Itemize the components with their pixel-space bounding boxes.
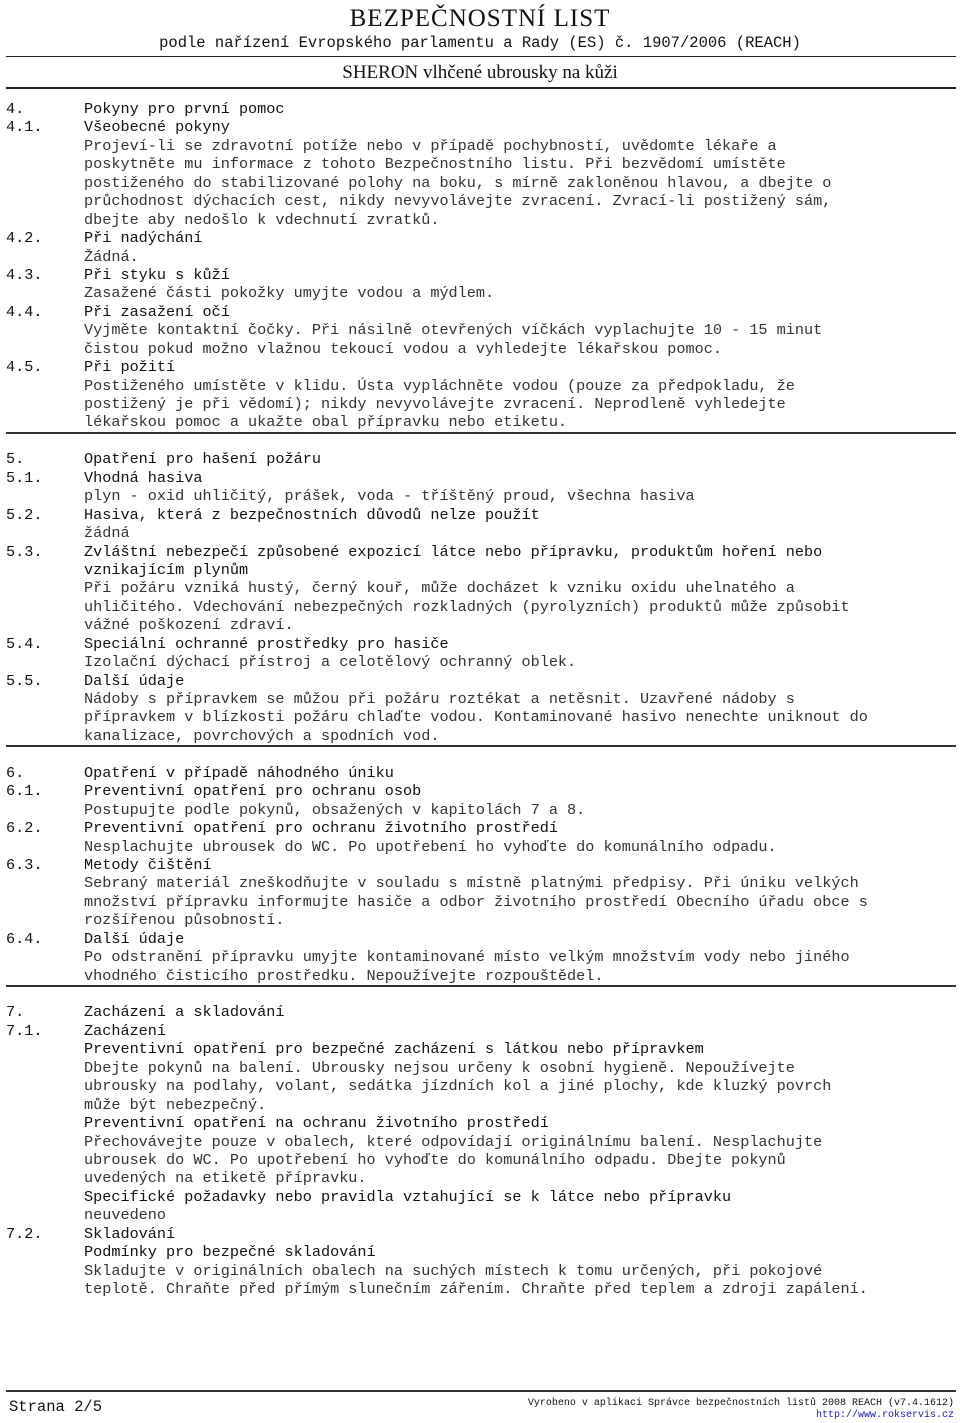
section-heading-row <box>0 118 960 136</box>
section-heading-row <box>0 100 960 118</box>
credit-text: Vyrobeno v aplikaci Správce bezpečnostních listů 2008 REACH (v7.4.1612) <box>527 1398 954 1409</box>
section-heading-row <box>0 543 960 561</box>
section-heading-row <box>0 469 960 487</box>
body-text: Po odstranění přípravku umyjte kontaminované místo velkým množstvím vody nebo jiného <box>84 948 850 967</box>
section-heading-row <box>0 930 960 948</box>
body-text: množství přípravku informujte hasiče a odbor životního prostředí Obecního úřadu obce s <box>84 892 868 911</box>
section-heading-row <box>0 635 960 653</box>
section-number: 6.1. <box>6 782 43 801</box>
heading-text: Podmínky pro bezpečné skladování <box>84 1243 376 1262</box>
section-number: 5.4. <box>6 634 43 653</box>
body-text-row <box>0 137 960 155</box>
body-text: Vyjměte kontaktní čočky. Při násilně otevřených víčkách vyplachujte 10 - 15 minut <box>84 321 823 340</box>
body-text: Nesplachujte ubrousek do WC. Po upotřebení ho vyhoďte do komunálního odpadu. <box>84 837 777 856</box>
section-divider <box>0 432 960 450</box>
section-heading-row <box>0 229 960 247</box>
heading-text: Preventivní opatření pro ochranu osob <box>84 782 422 801</box>
body-text-row <box>0 413 960 431</box>
body-text: neuvedeno <box>84 1206 167 1225</box>
subheading-row <box>0 1243 960 1261</box>
section-number: 6.3. <box>6 855 43 874</box>
section-heading-row <box>0 358 960 376</box>
document-subtitle: podle nařízení Evropského parlamentu a Rady (ES) č. 1907/2006 (REACH) <box>159 34 801 52</box>
heading-text: Všeobecné pokyny <box>84 118 230 137</box>
section-number: 4. <box>6 100 25 118</box>
section-number: 5.1. <box>6 468 43 487</box>
body-text-row <box>0 1133 960 1151</box>
body-text: uvedených na etiketě přípravku. <box>84 1169 367 1188</box>
section-heading-row <box>0 1003 960 1021</box>
heading-text: Hasiva, která z bezpečnostních důvodů nelze použít <box>84 505 540 524</box>
heading-text: Specifické požadavky nebo pravidla vztahující se k látce nebo přípravku <box>84 1187 732 1206</box>
section-number: 6. <box>6 763 25 782</box>
section-heading-row <box>0 1022 960 1040</box>
subheading-row <box>0 1114 960 1132</box>
section-heading-row <box>0 506 960 524</box>
section-number: 7.2. <box>6 1224 43 1243</box>
body-text-row <box>0 1206 960 1224</box>
body-text-row <box>0 1262 960 1280</box>
section-number: 4.5. <box>6 358 43 377</box>
body-text-row <box>0 1096 960 1114</box>
section-heading-row <box>0 303 960 321</box>
body-text-row <box>0 487 960 505</box>
section-number: 5.5. <box>6 671 43 690</box>
body-text: lékařskou pomoc a ukažte obal přípravku nebo etiketu. <box>84 413 568 432</box>
body-text: ubrousky na podlahy, volant, sedátka jízdních kol a jiné plochy, kde kluzký povrch <box>84 1077 832 1096</box>
body-text: teplotě. Chraňte před přímým slunečním zářením. Chraňte před teplem a zdroji zapálení. <box>84 1280 868 1298</box>
heading-text: Při styku s kůží <box>84 265 230 284</box>
body-text-row <box>0 727 960 745</box>
body-text: Izolační dýchací přístroj a celotělový ochranný oblek. <box>84 653 577 672</box>
body-text-row <box>0 598 960 616</box>
body-text: Přechovávejte pouze v obalech, které odpovídají originálnímu balení. Nesplachujte <box>84 1132 823 1151</box>
product-name: SHERON vlhčené ubrousky na kůži <box>342 62 618 83</box>
heading-text: Skladování <box>84 1224 176 1243</box>
body-text-row <box>0 967 960 985</box>
section-number: 6.4. <box>6 929 43 948</box>
body-text-row <box>0 911 960 929</box>
body-text: Postupujte podle pokynů, obsažených v kapitolách 7 a 8. <box>84 800 586 819</box>
heading-text: Opatření v případě náhodného úniku <box>84 763 394 782</box>
body-text: plyn - oxid uhličitý, prášek, voda - tříštěný proud, všechna hasiva <box>84 487 695 506</box>
body-text-row <box>0 174 960 192</box>
heading-text: Při požití <box>84 358 176 377</box>
body-text-row <box>0 579 960 597</box>
body-text: může být nebezpečný. <box>84 1095 267 1114</box>
heading-text: Zacházení <box>84 1021 167 1040</box>
body-text-row <box>0 616 960 634</box>
section-heading-row <box>0 266 960 284</box>
body-text-row <box>0 838 960 856</box>
body-text: Skladujte v originálních obalech na suchých místech k tomu určených, při pokojové <box>84 1261 823 1280</box>
body-text-row <box>0 524 960 542</box>
body-text-row <box>0 340 960 358</box>
body-text-row <box>0 248 960 266</box>
body-text: Projeví-li se zdravotní potíže nebo v případě pochybností, uvědomte lékaře a <box>84 136 777 155</box>
body-text-row <box>0 377 960 395</box>
body-text: poskytněte mu informace z tohoto Bezpečnostního listu. Při bezvědomí umístěte <box>84 155 786 174</box>
subheading-row <box>0 1188 960 1206</box>
body-text: vhodného čisticího prostředku. Nepoužívejte rozpouštědel. <box>84 966 604 985</box>
document-title: BEZPEČNOSTNÍ LIST <box>349 5 611 32</box>
body-text-row <box>0 1059 960 1077</box>
subheading-row <box>0 1040 960 1058</box>
heading-text: vznikajícím plynům <box>84 560 249 579</box>
body-text-row <box>0 801 960 819</box>
heading-text: Pokyny pro první pomoc <box>84 100 285 118</box>
heading-text: Metody čištění <box>84 855 212 874</box>
section-number: 4.3. <box>6 265 43 284</box>
heading-text: Při zasažení očí <box>84 302 230 321</box>
heading-text: Vhodná hasiva <box>84 468 203 487</box>
heading-text: Opatření pro hašení požáru <box>84 450 321 469</box>
body-text: průchodnost dýchacích cest, nikdy nevyvolávejte zvracení. Zvrací-li postižený sám, <box>84 192 832 211</box>
body-text: dbejte aby nedošlo k vdechnutí zvratků. <box>84 210 440 229</box>
section-number: 7.1. <box>6 1021 43 1040</box>
body-text-row <box>0 1280 960 1298</box>
body-text: rozšířenou působností. <box>84 911 285 930</box>
section-number: 5.2. <box>6 505 43 524</box>
body-text-row <box>0 321 960 339</box>
body-text-row <box>0 948 960 966</box>
body-text: postiženého do stabilizované polohy na boku, s mírně zakloněnou hlavou, a dbejte o <box>84 173 832 192</box>
heading-text: Další údaje <box>84 671 185 690</box>
section-heading-row <box>0 782 960 800</box>
section-number: 6.2. <box>6 819 43 838</box>
heading-text: Speciální ochranné prostředky pro hasiče <box>84 634 449 653</box>
body-text: vážné poškození zdraví. <box>84 616 294 635</box>
body-text: kanalizace, povrchových a spodních vod. <box>84 726 440 745</box>
body-text-row <box>0 690 960 708</box>
section-heading-row <box>0 1225 960 1243</box>
body-text: postižený je při vědomí); nikdy nevyvolávejte zvracení. Neprodleně vyhledejte <box>84 395 786 413</box>
body-text-row <box>0 1151 960 1169</box>
body-text-row <box>0 653 960 671</box>
body-text-row <box>0 155 960 173</box>
body-text: Sebraný materiál zneškodňujte v souladu s místně platnými předpisy. Při úniku velkých <box>84 874 859 893</box>
footer-divider <box>6 1390 956 1392</box>
body-text: Dbejte pokynů na balení. Ubrousky nejsou určeny k osobní hygieně. Nepoužívejte <box>84 1058 795 1077</box>
subheading-row <box>0 561 960 579</box>
body-text: Zasažené části pokožky umyjte vodou a mýdlem. <box>84 284 495 303</box>
section-heading-row <box>0 672 960 690</box>
section-heading-row <box>0 819 960 837</box>
footer-credits <box>528 1398 954 1422</box>
body-text-row <box>0 211 960 229</box>
section-number: 4.4. <box>6 302 43 321</box>
heading-text: Zvláštní nebezpečí způsobené expozicí látce nebo přípravku, produktům hoření nebo <box>84 542 823 561</box>
header-divider <box>6 56 956 57</box>
body-text: Postiženého umístěte v klidu. Ústa vypláchněte vodou (pouze za předpokladu, že <box>84 376 795 395</box>
body-text-row <box>0 1077 960 1095</box>
body-text-row <box>0 395 960 413</box>
body-text-row <box>0 1169 960 1187</box>
heading-text: Preventivní opatření pro bezpečné zacházení s látkou nebo přípravkem <box>84 1040 704 1059</box>
heading-text: Další údaje <box>84 929 185 948</box>
body-text-row <box>0 192 960 210</box>
body-text: Žádná. <box>84 247 139 266</box>
body-text: žádná <box>84 524 130 543</box>
section-number: 5.3. <box>6 542 43 561</box>
section-number: 7. <box>6 1003 25 1022</box>
section-heading-row <box>0 764 960 782</box>
section-number: 5. <box>6 450 25 469</box>
body-text: ubrousek do WC. Po upotřebení ho vyhoďte do komunálního odpadu. Dbejte pokynů <box>84 1150 786 1169</box>
section-number: 4.1. <box>6 118 43 137</box>
body-text-row <box>0 284 960 302</box>
body-text: Při požáru vzniká hustý, černý kouř, může docházet k vzniku oxidu uhelnatého a <box>84 579 795 598</box>
section-number: 4.2. <box>6 229 43 248</box>
body-text: uhličitého. Vdechování nebezpečných rozkladných (pyrolyzních) produktů může způsobit <box>84 597 850 616</box>
body-text-row <box>0 893 960 911</box>
heading-text: Zacházení a skladování <box>84 1003 285 1022</box>
body-text-row <box>0 874 960 892</box>
heading-text: Při nadýchání <box>84 229 203 248</box>
section-divider <box>0 985 960 1003</box>
section-heading-row <box>0 856 960 874</box>
page-number: Strana 2/5 <box>9 1398 103 1416</box>
section-divider <box>0 745 960 763</box>
credit-url[interactable]: http://www.rokservis.cz <box>815 1410 954 1421</box>
document-body <box>0 100 960 1298</box>
body-text: čistou pokud možno vlažnou tekoucí vodou a vyhledejte lékařskou pomoc. <box>84 339 722 358</box>
heading-text: Preventivní opatření pro ochranu životního prostředí <box>84 819 558 838</box>
heading-text: Preventivní opatření na ochranu životního prostředí <box>84 1114 549 1133</box>
body-text: přípravkem v blízkosti požáru chlaďte vodou. Kontaminované hasivo nenechte uniknout do <box>84 708 868 727</box>
section-heading-row <box>0 450 960 468</box>
product-divider <box>6 87 956 89</box>
body-text-row <box>0 708 960 726</box>
body-text: Nádoby s přípravkem se můžou při požáru roztékat a netěsnit. Uzavřené nádoby s <box>84 690 795 708</box>
